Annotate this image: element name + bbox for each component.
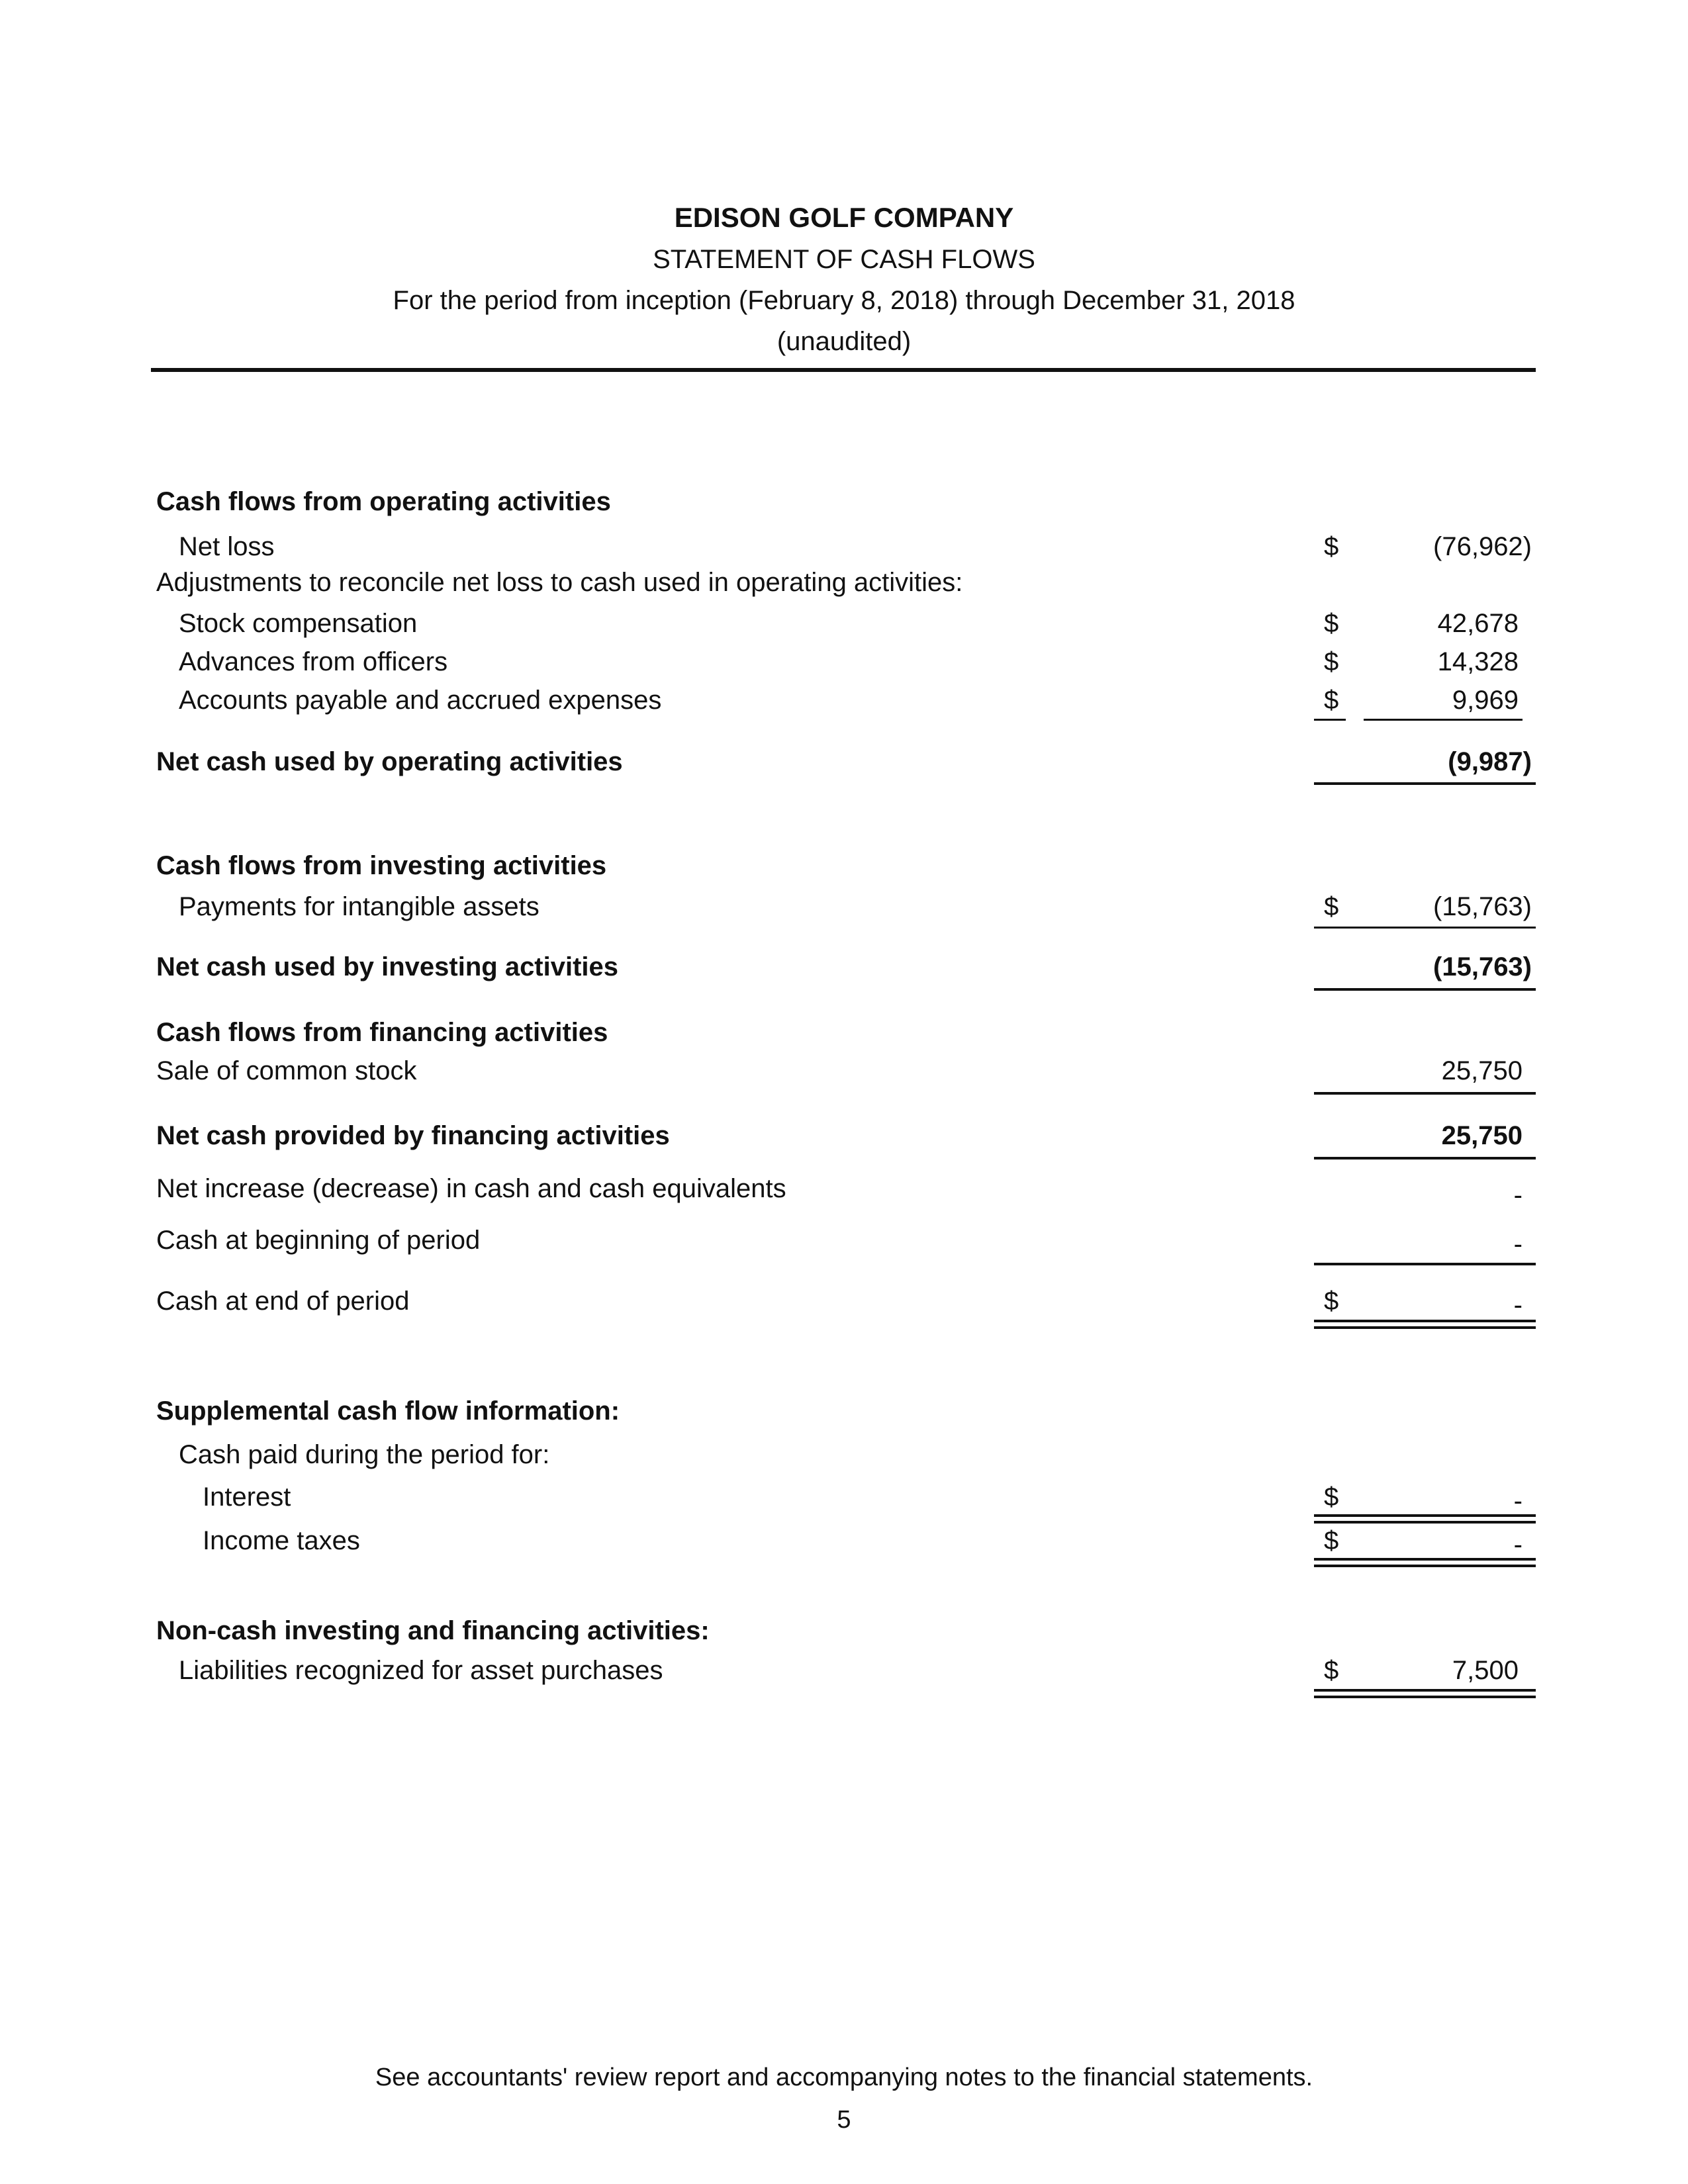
interest-amount: - (1513, 1486, 1523, 1516)
net-operating-rule (1314, 782, 1536, 785)
ending-cash-label: Cash at end of period (156, 1287, 410, 1316)
statement-title: STATEMENT OF CASH FLOWS (653, 245, 1035, 274)
interest-label: Interest (203, 1482, 291, 1512)
advances-label: Advances from officers (179, 647, 448, 676)
liabilities-amount: 7,500 (1452, 1656, 1519, 1685)
cash-paid-label: Cash paid during the period for: (179, 1440, 550, 1469)
company-name: EDISON GOLF COMPANY (674, 202, 1014, 233)
net-financing-amount: 25,750 (1441, 1121, 1523, 1150)
stock-sale-rule (1314, 1092, 1536, 1095)
net-loss-currency: $ (1324, 532, 1339, 561)
advances-amount: 14,328 (1437, 647, 1519, 676)
net-loss-label: Net loss (179, 532, 275, 561)
intangibles-currency: $ (1324, 892, 1339, 921)
footer-note: See accountants' review report and accompanying notes to the financial statements. (375, 2064, 1313, 2091)
beginning-cash-rule (1314, 1263, 1536, 1265)
net-financing-label: Net cash provided by financing activities (156, 1121, 670, 1150)
beginning-cash-amount: - (1513, 1230, 1523, 1259)
income-taxes-double-rule (1314, 1558, 1536, 1567)
ending-cash-double-rule (1314, 1320, 1536, 1329)
ending-cash-amount: - (1513, 1291, 1523, 1320)
interest-double-rule (1314, 1514, 1536, 1524)
liabilities-double-rule (1314, 1689, 1536, 1698)
net-investing-rule (1314, 988, 1536, 991)
stock-comp-currency: $ (1324, 609, 1339, 638)
intangibles-amount: (15,763) (1433, 892, 1532, 921)
liabilities-label: Liabilities recognized for asset purchases (179, 1656, 663, 1685)
header-rule (151, 368, 1536, 372)
payables-currency: $ (1324, 686, 1339, 715)
net-investing-amount: (15,763) (1433, 952, 1532, 981)
interest-currency: $ (1324, 1482, 1339, 1512)
payables-currency-underline (1314, 719, 1346, 721)
stock-comp-label: Stock compensation (179, 609, 418, 638)
ending-cash-currency: $ (1324, 1287, 1339, 1316)
supplemental-heading: Supplemental cash flow information: (156, 1396, 620, 1426)
net-change-label: Net increase (decrease) in cash and cash equivalents (156, 1174, 786, 1203)
investing-heading: Cash flows from investing activities (156, 851, 607, 880)
page-number: 5 (837, 2106, 851, 2134)
net-operating-label: Net cash used by operating activities (156, 747, 623, 776)
income-taxes-currency: $ (1324, 1526, 1339, 1555)
payables-amount: 9,969 (1452, 686, 1519, 715)
noncash-heading: Non-cash investing and financing activities: (156, 1616, 710, 1645)
stock-comp-amount: 42,678 (1437, 609, 1519, 638)
stock-sale-amount: 25,750 (1441, 1056, 1523, 1085)
intangibles-rule (1314, 927, 1536, 929)
income-taxes-amount: - (1513, 1530, 1523, 1559)
net-investing-label: Net cash used by investing activities (156, 952, 619, 981)
liabilities-currency: $ (1324, 1656, 1339, 1685)
intangibles-label: Payments for intangible assets (179, 892, 539, 921)
net-operating-amount: (9,987) (1448, 747, 1532, 776)
net-loss-amount: (76,962) (1433, 532, 1532, 561)
statement-period: For the period from inception (February 8, 2018) through December 31, 2018 (393, 286, 1295, 315)
financing-heading: Cash flows from financing activities (156, 1018, 608, 1047)
adjustments-label: Adjustments to reconcile net loss to cash used in operating activities: (156, 568, 963, 597)
operating-heading: Cash flows from operating activities (156, 487, 611, 516)
net-financing-rule (1314, 1157, 1536, 1160)
net-change-amount: - (1513, 1181, 1523, 1210)
payables-amount-underline (1364, 719, 1523, 721)
payables-label: Accounts payable and accrued expenses (179, 686, 662, 715)
income-taxes-label: Income taxes (203, 1526, 360, 1555)
advances-currency: $ (1324, 647, 1339, 676)
unaudited-note: (unaudited) (776, 327, 912, 356)
stock-sale-label: Sale of common stock (156, 1056, 417, 1085)
beginning-cash-label: Cash at beginning of period (156, 1226, 481, 1255)
